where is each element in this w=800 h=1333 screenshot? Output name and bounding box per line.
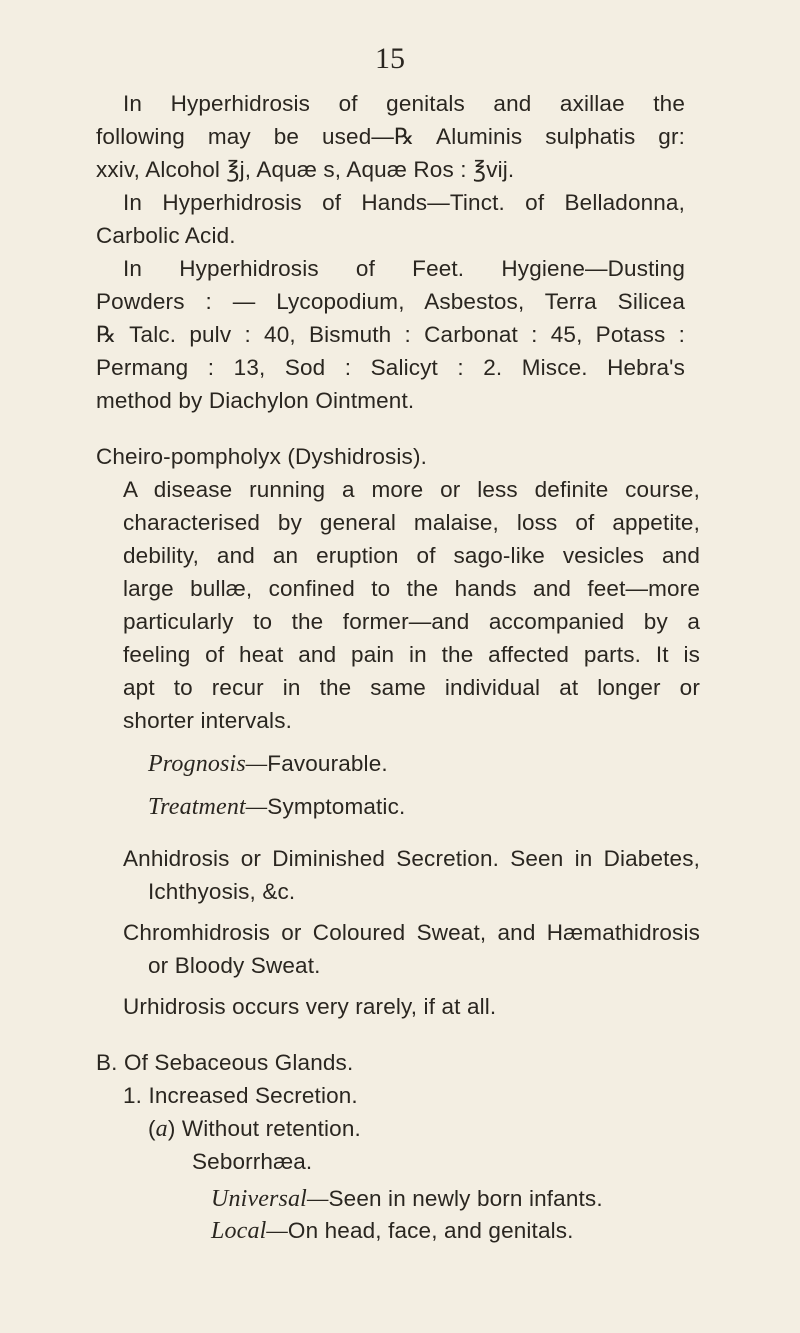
prognosis-line: [148, 749, 388, 779]
text-line: following may be used—℞ Aluminis sulphatis gr:: [96, 124, 685, 149]
prognosis-value: Favourable.: [267, 751, 388, 776]
text-line: or Bloody Sweat.: [148, 953, 321, 978]
text-line: Anhidrosis or Diminished Secretion. Seen in Diabetes,: [123, 846, 700, 871]
text-line: ℞ Talc. pulv : 40, Bismuth : Carbonat : 45, Potass :: [96, 322, 685, 347]
text-line: In Hyperhidrosis of Hands—Tinct. of Belladonna,: [123, 190, 685, 215]
local-label: Local—: [211, 1218, 288, 1244]
text-line: apt to recur in the same individual at longer or: [123, 675, 700, 700]
text-line: Chromhidrosis or Coloured Sweat, and Hæmathidrosis: [123, 920, 700, 945]
text-line: debility, and an eruption of sago-like vesicles and: [123, 543, 700, 568]
text-line: Carbolic Acid.: [96, 223, 236, 248]
prognosis-label: Prognosis—: [148, 751, 268, 777]
section-heading: B. Of Sebaceous Glands.: [96, 1050, 354, 1075]
subsection-item: (a) Without retention.: [148, 1116, 361, 1142]
text-line: In Hyperhidrosis of Feet. Hygiene—Dusting: [123, 256, 685, 281]
section-heading: Cheiro-pompholyx (Dyshidrosis).: [96, 444, 427, 469]
text-line: A disease running a more or less definite course,: [123, 477, 700, 502]
text-line: large bullæ, confined to the hands and feet—more: [123, 576, 700, 601]
item-letter: a: [155, 1116, 168, 1142]
treatment-value: Symptomatic.: [267, 794, 406, 819]
subsection-heading: 1. Increased Secretion.: [123, 1083, 358, 1108]
page-number: 15: [375, 42, 405, 75]
treatment-label: Treatment—: [148, 794, 268, 820]
local-line: [211, 1216, 574, 1246]
text-line: particularly to the former—and accompanied by a: [123, 609, 700, 634]
text-line: In Hyperhidrosis of genitals and axillae the: [123, 91, 685, 116]
text-line: Urhidrosis occurs very rarely, if at all.: [123, 994, 497, 1019]
text-line: xxiv, Alcohol ℥j, Aquæ s, Aquæ Ros : ℥vij.: [96, 157, 515, 182]
universal-value: Seen in newly born infants.: [328, 1186, 603, 1211]
text-line: Seborrhæa.: [192, 1149, 313, 1174]
treatment-line: [148, 792, 405, 822]
text-line: method by Diachylon Ointment.: [96, 388, 415, 413]
universal-label: Universal—: [211, 1186, 329, 1212]
local-value: On head, face, and genitals.: [287, 1218, 574, 1243]
text-line: Powders : — Lycopodium, Asbestos, Terra Silicea: [96, 289, 685, 314]
text-line: shorter intervals.: [123, 708, 293, 733]
universal-line: [211, 1184, 603, 1214]
text-line: Permang : 13, Sod : Salicyt : 2. Misce. Hebra's: [96, 355, 685, 380]
text-line: characterised by general malaise, loss of appetite,: [123, 510, 700, 535]
text-line: feeling of heat and pain in the affected parts. It is: [123, 642, 700, 667]
text-line: Ichthyosis, &c.: [148, 879, 296, 904]
